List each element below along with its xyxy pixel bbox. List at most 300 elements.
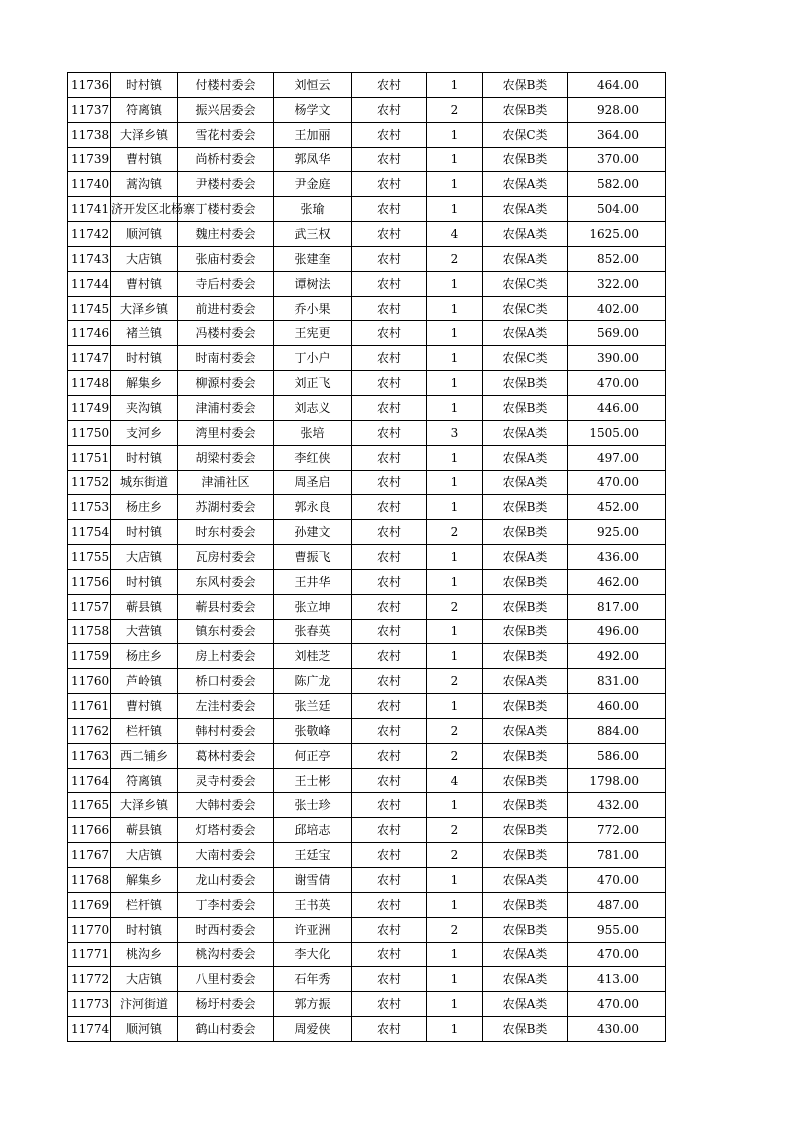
person-name-cell: 张建奎: [274, 246, 352, 271]
household-count-cell: 1: [427, 992, 483, 1017]
table-row: [68, 197, 666, 222]
township-cell: 曹村镇: [111, 694, 178, 719]
township-cell: 曹村镇: [111, 147, 178, 172]
table-row: [68, 967, 666, 992]
person-name-cell: 王廷宝: [274, 843, 352, 868]
person-name-cell: 刘正飞: [274, 371, 352, 396]
household-count-cell: 1: [427, 346, 483, 371]
residence-type-cell: 农村: [352, 743, 427, 768]
village-committee-cell: 付楼村委会: [178, 73, 274, 98]
residence-type-cell: 农村: [352, 594, 427, 619]
residence-type-cell: 农村: [352, 992, 427, 1017]
village-committee-cell: 寺后村委会: [178, 271, 274, 296]
village-committee-cell: 时西村委会: [178, 917, 274, 942]
township-cell: 栏杆镇: [111, 892, 178, 917]
amount-cell: 781.00: [568, 843, 666, 868]
person-name-cell: 乔小果: [274, 296, 352, 321]
record-id-cell: 11744: [68, 271, 111, 296]
table-row: [68, 445, 666, 470]
township-cell: 大泽乡镇: [111, 296, 178, 321]
record-id-cell: 11757: [68, 594, 111, 619]
person-name-cell: 许亚洲: [274, 917, 352, 942]
village-committee-cell: 前进村委会: [178, 296, 274, 321]
amount-cell: 492.00: [568, 644, 666, 669]
person-name-cell: 张培: [274, 420, 352, 445]
amount-cell: 430.00: [568, 1017, 666, 1042]
insurance-class-cell: 农保B类: [483, 892, 568, 917]
amount-cell: 582.00: [568, 172, 666, 197]
village-committee-cell: 振兴居委会: [178, 97, 274, 122]
record-id-cell: 11746: [68, 321, 111, 346]
household-count-cell: 1: [427, 197, 483, 222]
residence-type-cell: 农村: [352, 619, 427, 644]
village-committee-cell: 雪花村委会: [178, 122, 274, 147]
household-count-cell: 2: [427, 818, 483, 843]
residence-type-cell: 农村: [352, 73, 427, 98]
record-id-cell: 11765: [68, 793, 111, 818]
person-name-cell: 王书英: [274, 892, 352, 917]
household-count-cell: 1: [427, 793, 483, 818]
person-name-cell: 张兰廷: [274, 694, 352, 719]
household-count-cell: 1: [427, 644, 483, 669]
township-cell: 符离镇: [111, 768, 178, 793]
record-id-cell: 11773: [68, 992, 111, 1017]
table-row: [68, 222, 666, 247]
roster-body: [68, 73, 666, 1042]
insurance-class-cell: 农保C类: [483, 271, 568, 296]
village-committee-cell: 杨圩村委会: [178, 992, 274, 1017]
township-cell: 时村镇: [111, 73, 178, 98]
table-row: [68, 495, 666, 520]
village-committee-cell: 瓦房村委会: [178, 545, 274, 570]
record-id-cell: 11762: [68, 718, 111, 743]
record-id-cell: 11771: [68, 942, 111, 967]
village-committee-cell: 苏湖村委会: [178, 495, 274, 520]
insurance-class-cell: 农保A类: [483, 222, 568, 247]
table-row: [68, 892, 666, 917]
residence-type-cell: 农村: [352, 296, 427, 321]
village-committee-cell: 胡梁村委会: [178, 445, 274, 470]
household-count-cell: 1: [427, 296, 483, 321]
residence-type-cell: 农村: [352, 818, 427, 843]
record-id-cell: 11763: [68, 743, 111, 768]
amount-cell: 462.00: [568, 569, 666, 594]
table-row: [68, 569, 666, 594]
insurance-class-cell: 农保B类: [483, 520, 568, 545]
household-count-cell: 1: [427, 271, 483, 296]
residence-type-cell: 农村: [352, 246, 427, 271]
insurance-class-cell: 农保A类: [483, 868, 568, 893]
person-name-cell: 王士彬: [274, 768, 352, 793]
household-count-cell: 2: [427, 520, 483, 545]
record-id-cell: 11736: [68, 73, 111, 98]
amount-cell: 569.00: [568, 321, 666, 346]
person-name-cell: 张士珍: [274, 793, 352, 818]
village-committee-cell: 房上村委会: [178, 644, 274, 669]
insurance-class-cell: 农保A类: [483, 321, 568, 346]
township-cell: 蒿沟镇: [111, 172, 178, 197]
record-id-cell: 11745: [68, 296, 111, 321]
township-cell: 时村镇: [111, 917, 178, 942]
record-id-cell: 11740: [68, 172, 111, 197]
residence-type-cell: 农村: [352, 718, 427, 743]
table-row: [68, 371, 666, 396]
table-row: [68, 843, 666, 868]
amount-cell: 928.00: [568, 97, 666, 122]
household-count-cell: 4: [427, 222, 483, 247]
household-count-cell: 2: [427, 917, 483, 942]
insurance-class-cell: 农保B类: [483, 743, 568, 768]
residence-type-cell: 农村: [352, 97, 427, 122]
amount-cell: 413.00: [568, 967, 666, 992]
residence-type-cell: 农村: [352, 222, 427, 247]
person-name-cell: 郭凤华: [274, 147, 352, 172]
residence-type-cell: 农村: [352, 321, 427, 346]
person-name-cell: 石年秀: [274, 967, 352, 992]
residence-type-cell: 农村: [352, 694, 427, 719]
insurance-class-cell: 农保B类: [483, 694, 568, 719]
amount-cell: 470.00: [568, 942, 666, 967]
person-name-cell: 陈广龙: [274, 669, 352, 694]
residence-type-cell: 农村: [352, 843, 427, 868]
record-id-cell: 11743: [68, 246, 111, 271]
township-cell: 城东街道: [111, 470, 178, 495]
residence-type-cell: 农村: [352, 545, 427, 570]
table-row: [68, 470, 666, 495]
household-count-cell: 1: [427, 495, 483, 520]
residence-type-cell: 农村: [352, 371, 427, 396]
table-row: [68, 768, 666, 793]
household-count-cell: 1: [427, 892, 483, 917]
township-cell: 大店镇: [111, 967, 178, 992]
township-cell: 夹沟镇: [111, 395, 178, 420]
residence-type-cell: 农村: [352, 768, 427, 793]
residence-type-cell: 农村: [352, 495, 427, 520]
township-cell: 符离镇: [111, 97, 178, 122]
record-id-cell: 11770: [68, 917, 111, 942]
village-committee-cell: 镇东村委会: [178, 619, 274, 644]
household-count-cell: 4: [427, 768, 483, 793]
residence-type-cell: 农村: [352, 669, 427, 694]
amount-cell: 772.00: [568, 818, 666, 843]
residence-type-cell: 农村: [352, 520, 427, 545]
insurance-class-cell: 农保B类: [483, 97, 568, 122]
table-row: [68, 718, 666, 743]
residence-type-cell: 农村: [352, 445, 427, 470]
insurance-class-cell: 农保B类: [483, 793, 568, 818]
township-cell: 褚兰镇: [111, 321, 178, 346]
township-cell: 大店镇: [111, 545, 178, 570]
table-row: [68, 122, 666, 147]
record-id-cell: 11752: [68, 470, 111, 495]
township-cell: 解集乡: [111, 371, 178, 396]
person-name-cell: 何正亭: [274, 743, 352, 768]
household-count-cell: 1: [427, 122, 483, 147]
village-committee-cell: 龙山村委会: [178, 868, 274, 893]
record-id-cell: 11742: [68, 222, 111, 247]
record-id-cell: 11756: [68, 569, 111, 594]
township-cell: 曹村镇: [111, 271, 178, 296]
village-committee-cell: 尹楼村委会: [178, 172, 274, 197]
amount-cell: 470.00: [568, 992, 666, 1017]
residence-type-cell: 农村: [352, 271, 427, 296]
person-name-cell: 周爱侠: [274, 1017, 352, 1042]
household-count-cell: 1: [427, 967, 483, 992]
household-count-cell: 1: [427, 371, 483, 396]
amount-cell: 884.00: [568, 718, 666, 743]
record-id-cell: 11751: [68, 445, 111, 470]
person-name-cell: 张瑜: [274, 197, 352, 222]
household-count-cell: 2: [427, 743, 483, 768]
township-cell: 大泽乡镇: [111, 793, 178, 818]
village-committee-cell: 丁李村委会: [178, 892, 274, 917]
household-count-cell: 1: [427, 868, 483, 893]
record-id-cell: 11766: [68, 818, 111, 843]
household-count-cell: 2: [427, 594, 483, 619]
table-row: [68, 172, 666, 197]
residence-type-cell: 农村: [352, 868, 427, 893]
record-id-cell: 11755: [68, 545, 111, 570]
household-count-cell: 1: [427, 694, 483, 719]
table-row: [68, 868, 666, 893]
record-id-cell: 11741: [68, 197, 111, 222]
township-cell: 济开发区北杨寨: [111, 197, 178, 222]
person-name-cell: 丁小户: [274, 346, 352, 371]
table-row: [68, 321, 666, 346]
person-name-cell: 谭树法: [274, 271, 352, 296]
village-committee-cell: 津浦社区: [178, 470, 274, 495]
insurance-class-cell: 农保A类: [483, 246, 568, 271]
village-committee-cell: 鹤山村委会: [178, 1017, 274, 1042]
household-count-cell: 1: [427, 172, 483, 197]
insurance-class-cell: 农保C类: [483, 122, 568, 147]
village-committee-cell: 桃沟村委会: [178, 942, 274, 967]
insurance-class-cell: 农保B类: [483, 569, 568, 594]
table-row: [68, 669, 666, 694]
table-row: [68, 395, 666, 420]
amount-cell: 452.00: [568, 495, 666, 520]
household-count-cell: 2: [427, 843, 483, 868]
household-count-cell: 1: [427, 147, 483, 172]
amount-cell: 487.00: [568, 892, 666, 917]
record-id-cell: 11768: [68, 868, 111, 893]
amount-cell: 504.00: [568, 197, 666, 222]
person-name-cell: 郭方振: [274, 992, 352, 1017]
record-id-cell: 11767: [68, 843, 111, 868]
residence-type-cell: 农村: [352, 147, 427, 172]
household-count-cell: 3: [427, 420, 483, 445]
township-cell: 解集乡: [111, 868, 178, 893]
record-id-cell: 11774: [68, 1017, 111, 1042]
table-row: [68, 818, 666, 843]
household-count-cell: 1: [427, 545, 483, 570]
insurance-class-cell: 农保B类: [483, 73, 568, 98]
person-name-cell: 张春英: [274, 619, 352, 644]
village-committee-cell: 灵寺村委会: [178, 768, 274, 793]
insurance-class-cell: 农保B类: [483, 818, 568, 843]
table-row: [68, 97, 666, 122]
village-committee-cell: 张庙村委会: [178, 246, 274, 271]
village-committee-cell: 冯楼村委会: [178, 321, 274, 346]
residence-type-cell: 农村: [352, 942, 427, 967]
amount-cell: 925.00: [568, 520, 666, 545]
table-row: [68, 420, 666, 445]
insurance-class-cell: 农保A类: [483, 669, 568, 694]
table-row: [68, 743, 666, 768]
household-count-cell: 1: [427, 445, 483, 470]
person-name-cell: 刘恒云: [274, 73, 352, 98]
record-id-cell: 11753: [68, 495, 111, 520]
amount-cell: 470.00: [568, 470, 666, 495]
amount-cell: 497.00: [568, 445, 666, 470]
person-name-cell: 武三权: [274, 222, 352, 247]
village-committee-cell: 津浦村委会: [178, 395, 274, 420]
table-row: [68, 694, 666, 719]
household-count-cell: 1: [427, 942, 483, 967]
insurance-class-cell: 农保A类: [483, 445, 568, 470]
insurance-class-cell: 农保A类: [483, 172, 568, 197]
village-committee-cell: 八里村委会: [178, 967, 274, 992]
amount-cell: 390.00: [568, 346, 666, 371]
amount-cell: 436.00: [568, 545, 666, 570]
township-cell: 栏杆镇: [111, 718, 178, 743]
township-cell: 汴河街道: [111, 992, 178, 1017]
residence-type-cell: 农村: [352, 346, 427, 371]
insurance-class-cell: 农保B类: [483, 644, 568, 669]
household-count-cell: 2: [427, 669, 483, 694]
amount-cell: 586.00: [568, 743, 666, 768]
record-id-cell: 11769: [68, 892, 111, 917]
amount-cell: 470.00: [568, 371, 666, 396]
village-committee-cell: 大南村委会: [178, 843, 274, 868]
record-id-cell: 11764: [68, 768, 111, 793]
village-committee-cell: 东风村委会: [178, 569, 274, 594]
township-cell: 顺河镇: [111, 1017, 178, 1042]
record-id-cell: 11760: [68, 669, 111, 694]
amount-cell: 1798.00: [568, 768, 666, 793]
village-committee-cell: 蕲县村委会: [178, 594, 274, 619]
household-count-cell: 1: [427, 569, 483, 594]
village-committee-cell: 尚桥村委会: [178, 147, 274, 172]
insurance-class-cell: 农保C类: [483, 296, 568, 321]
table-row: [68, 594, 666, 619]
table-row: [68, 271, 666, 296]
insurance-class-cell: 农保A类: [483, 197, 568, 222]
insurance-class-cell: 农保B类: [483, 917, 568, 942]
township-cell: 蕲县镇: [111, 594, 178, 619]
record-id-cell: 11748: [68, 371, 111, 396]
amount-cell: 470.00: [568, 868, 666, 893]
person-name-cell: 李红侠: [274, 445, 352, 470]
record-id-cell: 11761: [68, 694, 111, 719]
township-cell: 桃沟乡: [111, 942, 178, 967]
village-committee-cell: 时南村委会: [178, 346, 274, 371]
table-row: [68, 644, 666, 669]
household-count-cell: 2: [427, 97, 483, 122]
township-cell: 时村镇: [111, 569, 178, 594]
table-row: [68, 246, 666, 271]
amount-cell: 432.00: [568, 793, 666, 818]
record-id-cell: 11772: [68, 967, 111, 992]
amount-cell: 1625.00: [568, 222, 666, 247]
amount-cell: 496.00: [568, 619, 666, 644]
table-row: [68, 942, 666, 967]
insurance-class-cell: 农保A类: [483, 470, 568, 495]
insurance-class-cell: 农保B类: [483, 1017, 568, 1042]
table-row: [68, 346, 666, 371]
household-count-cell: 2: [427, 718, 483, 743]
village-committee-cell: 桥口村委会: [178, 669, 274, 694]
village-committee-cell: 韩村村委会: [178, 718, 274, 743]
residence-type-cell: 农村: [352, 122, 427, 147]
person-name-cell: 谢雪倩: [274, 868, 352, 893]
residence-type-cell: 农村: [352, 420, 427, 445]
township-cell: 支河乡: [111, 420, 178, 445]
insurance-class-cell: 农保A类: [483, 967, 568, 992]
person-name-cell: 刘志义: [274, 395, 352, 420]
record-id-cell: 11750: [68, 420, 111, 445]
township-cell: 西二铺乡: [111, 743, 178, 768]
person-name-cell: 王宪更: [274, 321, 352, 346]
roster-table: [67, 72, 666, 1042]
amount-cell: 446.00: [568, 395, 666, 420]
insurance-class-cell: 农保C类: [483, 346, 568, 371]
insurance-class-cell: 农保B类: [483, 768, 568, 793]
person-name-cell: 张敬峰: [274, 718, 352, 743]
person-name-cell: 曹振飞: [274, 545, 352, 570]
village-committee-cell: 灯塔村委会: [178, 818, 274, 843]
township-cell: 大店镇: [111, 843, 178, 868]
record-id-cell: 11739: [68, 147, 111, 172]
household-count-cell: 1: [427, 619, 483, 644]
residence-type-cell: 农村: [352, 644, 427, 669]
township-cell: 时村镇: [111, 346, 178, 371]
person-name-cell: 刘桂芝: [274, 644, 352, 669]
village-committee-cell: 葛林村委会: [178, 743, 274, 768]
insurance-class-cell: 农保B类: [483, 395, 568, 420]
amount-cell: 402.00: [568, 296, 666, 321]
amount-cell: 322.00: [568, 271, 666, 296]
township-cell: 时村镇: [111, 445, 178, 470]
record-id-cell: 11754: [68, 520, 111, 545]
insurance-class-cell: 农保B类: [483, 619, 568, 644]
township-cell: 大店镇: [111, 246, 178, 271]
township-cell: 杨庄乡: [111, 495, 178, 520]
village-committee-cell: 湾里村委会: [178, 420, 274, 445]
amount-cell: 852.00: [568, 246, 666, 271]
township-cell: 芦岭镇: [111, 669, 178, 694]
township-cell: 杨庄乡: [111, 644, 178, 669]
township-cell: 大营镇: [111, 619, 178, 644]
township-cell: 大泽乡镇: [111, 122, 178, 147]
person-name-cell: 张立坤: [274, 594, 352, 619]
amount-cell: 370.00: [568, 147, 666, 172]
residence-type-cell: 农村: [352, 197, 427, 222]
township-cell: 蕲县镇: [111, 818, 178, 843]
person-name-cell: 郭永良: [274, 495, 352, 520]
table-row: [68, 296, 666, 321]
residence-type-cell: 农村: [352, 1017, 427, 1042]
residence-type-cell: 农村: [352, 892, 427, 917]
residence-type-cell: 农村: [352, 967, 427, 992]
residence-type-cell: 农村: [352, 569, 427, 594]
insurance-class-cell: 农保A类: [483, 545, 568, 570]
table-row: [68, 1017, 666, 1042]
township-cell: 顺河镇: [111, 222, 178, 247]
amount-cell: 460.00: [568, 694, 666, 719]
table-row: [68, 992, 666, 1017]
insurance-class-cell: 农保A类: [483, 942, 568, 967]
